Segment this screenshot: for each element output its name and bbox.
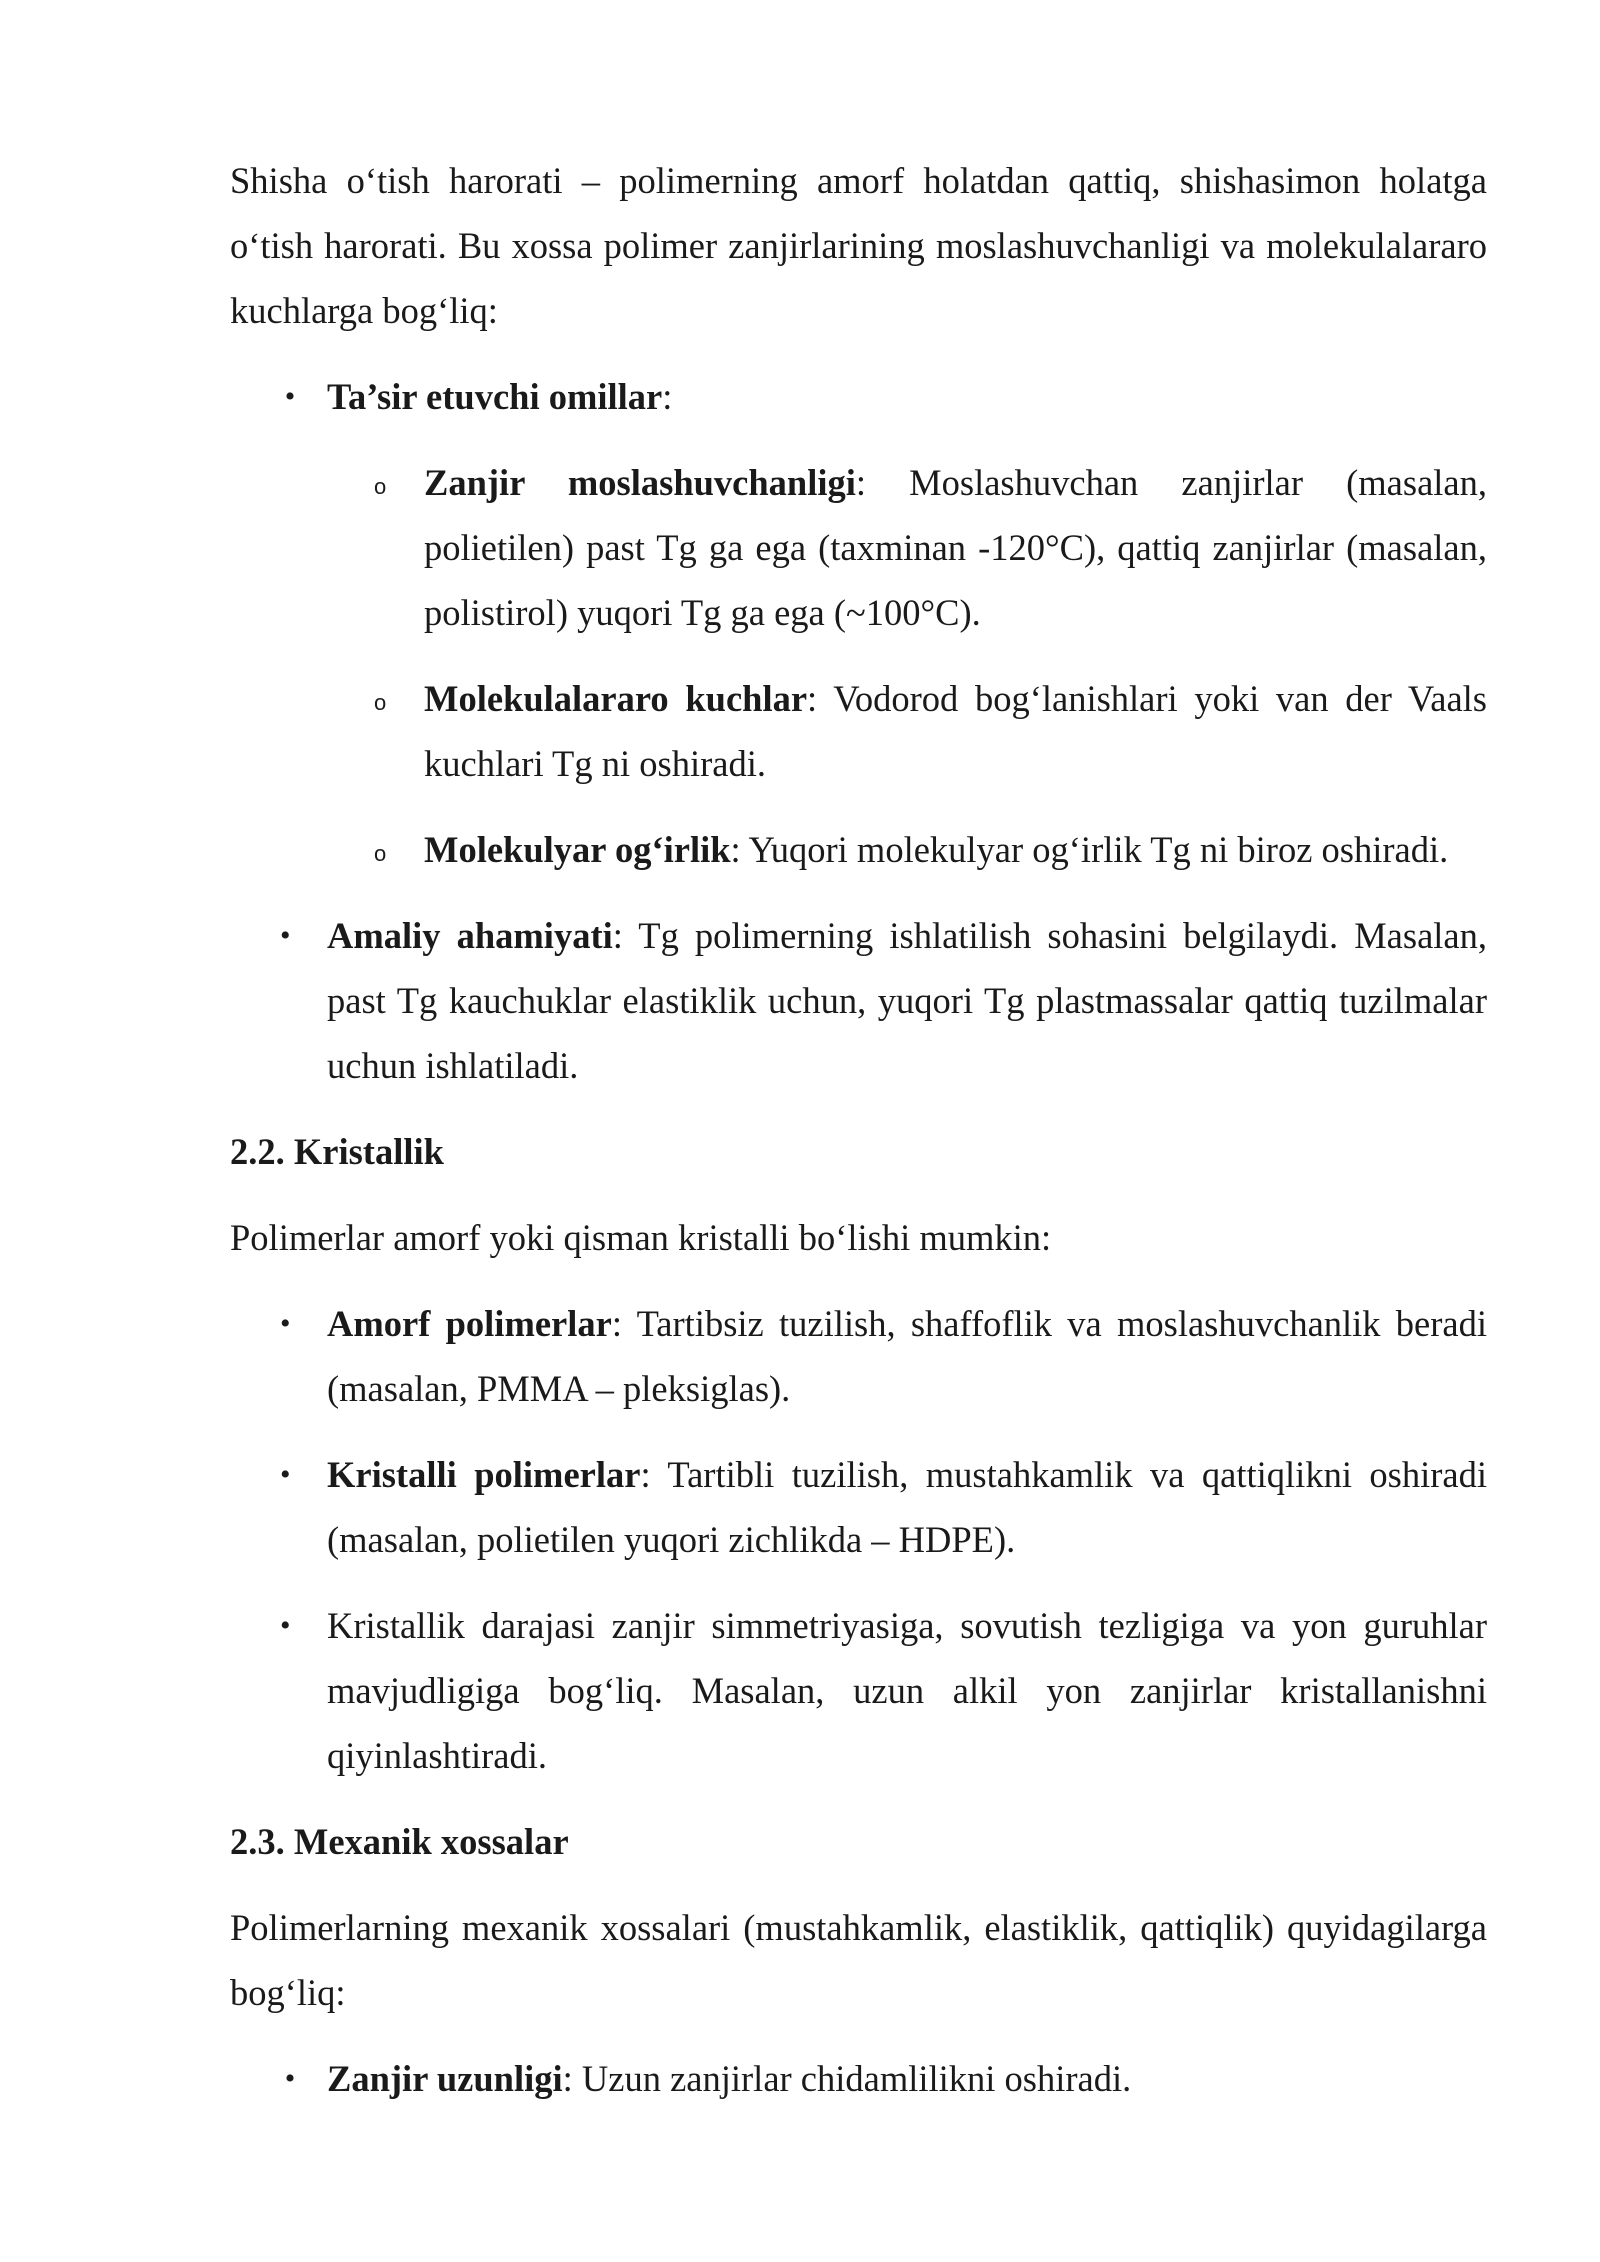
document-page — [230, 148, 1487, 2132]
mechanical-list — [230, 2046, 1487, 2111]
list-item-crystallinity-degree — [230, 1593, 1487, 1788]
bullet-icon: • — [284, 380, 296, 413]
bullet-icon: • — [280, 1609, 291, 1642]
list-item-practical — [230, 903, 1487, 1098]
sub-item-text: : Yuqori molekulyar og‘irlik Tg ni biroz oshiradi. — [730, 829, 1449, 870]
sub-item-label: Molekulalararo kuchlar — [424, 678, 808, 719]
item-label: Amorf polimerlar — [327, 1303, 612, 1344]
intro-paragraph: Shisha o‘tish harorati – polimerning amorf holatdan qattiq, shishasimon holatga o‘tish harorati. Bu xossa polimer zanjirlarining moslashuvchanligi va molekulalararo kuchlarga bog‘liq: — [230, 160, 1487, 331]
sub-item-molecular-weight — [327, 817, 1487, 882]
item-label: Amaliy ahamiyati — [327, 915, 613, 956]
item-text: : Tartibsiz tuzilish, shaffoflik va moslashuvchanlik beradi (masalan, PMMA – pleksiglas). — [327, 1303, 1487, 1409]
sub-bullet-icon: o — [374, 690, 387, 715]
sub-item-text: : Vodorod bog‘lanishlari yoki van der Vaals kuchlari Tg ni oshiradi. — [424, 678, 1487, 784]
sub-bullet-icon: o — [374, 841, 387, 866]
sub-bullet-icon: o — [374, 474, 387, 499]
sub-item-label: Molekulyar og‘irlik — [424, 829, 731, 870]
item-label: Kristalli polimerlar — [327, 1454, 641, 1495]
bullet-icon: • — [284, 2062, 296, 2095]
list-item-crystalline — [230, 1442, 1487, 1572]
bullet-icon: • — [280, 919, 291, 952]
tg-bullet-list — [230, 364, 1487, 1098]
mechanical-intro: Polimerlarning mexanik xossalari (mustahkamlik, elastiklik, qattiqlik) quyidagilarga bog‘liq: — [230, 1907, 1487, 2013]
item-text: : Tg polimerning ishlatilish sohasini belgilaydi. Masalan, past Tg kauchuklar elastiklik uchun, yuqori Tg plastmassalar qattiq tuzilmalar uchun ishlatiladi. — [327, 915, 1488, 1086]
item-text: Kristallik darajasi zanjir simmetriyasiga, sovutish tezligiga va yon guruhlar mavjudligiga bog‘liq. Masalan, uzun alkil yon zanjirlar kristallanishni qiyinlashtiradi. — [327, 1605, 1487, 1776]
sub-item-intermolecular-forces — [327, 666, 1487, 796]
sub-item-text: : Moslashuvchan zanjirlar (masalan, polietilen) past Tg ga ega (taxminan -120°C), qattiq zanjirlar (masalan, polistirol) yuqori Tg ga ega (~100°C). — [424, 462, 1487, 633]
sub-item-label: Zanjir moslashuvchanligi — [424, 462, 856, 503]
bullet-icon: • — [280, 1307, 291, 1340]
bullet-icon: • — [280, 1458, 291, 1491]
crystallinity-intro: Polimerlar amorf yoki qisman kristalli bo‘lishi mumkin: — [230, 1217, 1052, 1258]
item-separator: : — [662, 376, 673, 417]
item-text: : Tartibli tuzilish, mustahkamlik va qattiqlikni oshiradi (masalan, polietilen yuqori zichlikda – HDPE). — [327, 1454, 1487, 1560]
list-item-amorphous — [230, 1291, 1487, 1421]
section-heading-crystallinity: 2.2. Kristallik — [230, 1131, 444, 1172]
item-label: Ta’sir etuvchi omillar — [327, 376, 663, 417]
factors-sublist — [327, 450, 1487, 882]
list-item-chain-length — [230, 2046, 1487, 2111]
item-label: Zanjir uzunligi — [327, 2058, 563, 2099]
item-text: : Uzun zanjirlar chidamlilikni oshiradi. — [562, 2058, 1132, 2099]
crystallinity-list — [230, 1291, 1487, 1788]
list-item-factors — [230, 364, 1487, 882]
sub-item-chain-flexibility — [327, 450, 1487, 645]
section-heading-mechanical: 2.3. Mexanik xossalar — [230, 1821, 569, 1862]
